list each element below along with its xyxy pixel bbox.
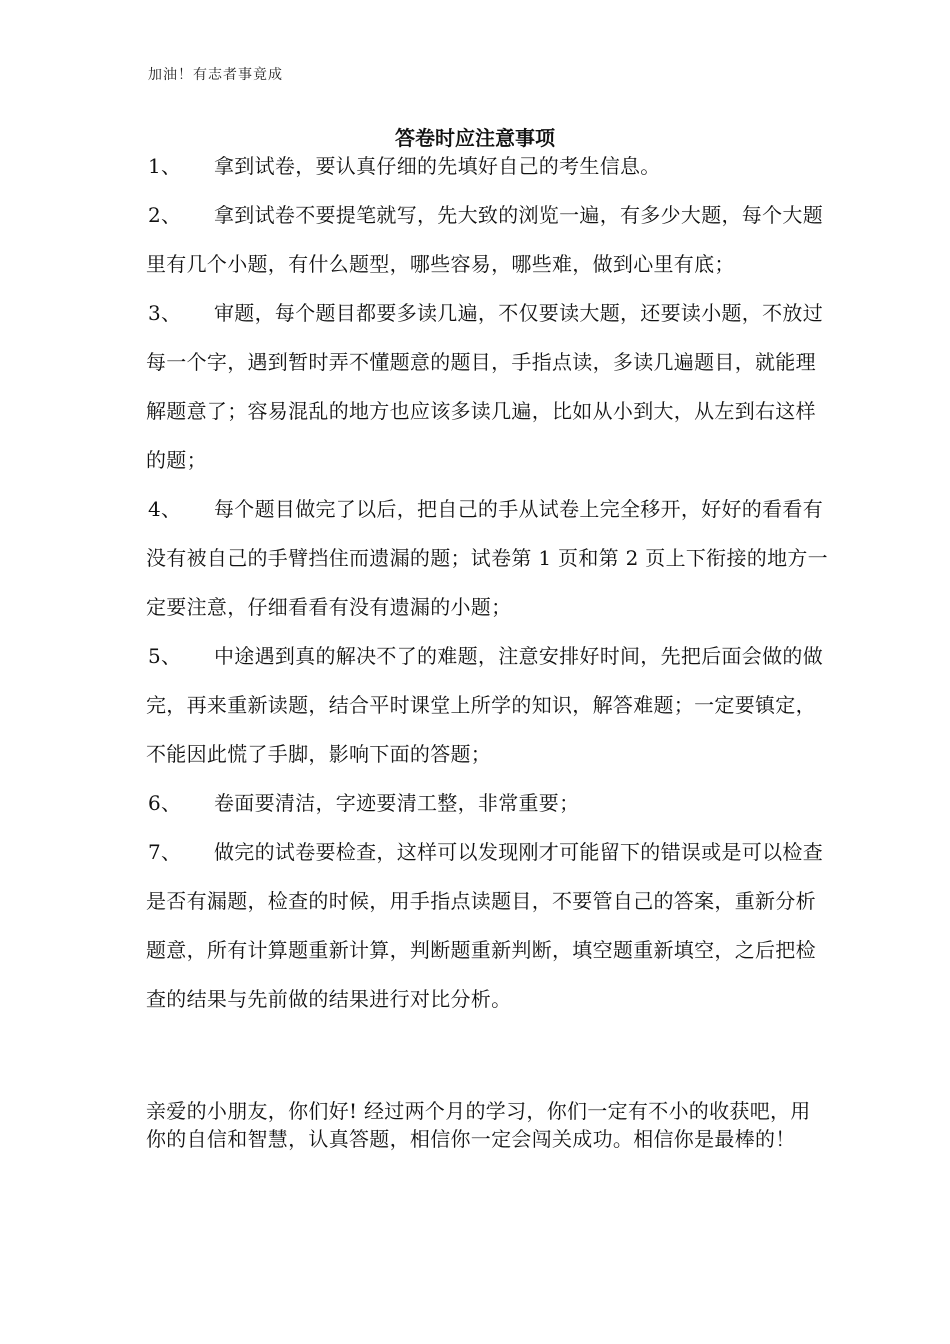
list-item [146, 485, 836, 632]
page-header: 加油！有志者事竟成 [148, 67, 283, 83]
notice-list [146, 142, 836, 1024]
list-item [146, 142, 836, 191]
list-item [146, 191, 836, 289]
item-text: 审题，每个题目都要多读几遍，不仅要读大题，还要读小题，不放过每一个字，遇到暂时弄不懂题意的题目，手指点读，多读几遍题目，就能理解题意了；容易混乱的地方也应该多读几遍，比如从小到大，从左到右这样的题； [146, 301, 823, 472]
item-number: 3、 [148, 301, 182, 325]
item-text: 拿到试卷，要认真仔细的先填好自己的考生信息。 [214, 154, 661, 178]
item-number: 7、 [148, 840, 182, 864]
item-text: 卷面要清洁，字迹要清工整，非常重要； [214, 791, 580, 815]
item-number: 2、 [148, 203, 182, 227]
list-item [146, 828, 836, 1024]
item-text: 拿到试卷不要提笔就写，先大致的浏览一遍，有多少大题，每个大题里有几个小题，有什么题型，哪些容易，哪些难，做到心里有底； [146, 203, 823, 276]
item-number: 1、 [148, 154, 182, 178]
item-text: 每个题目做完了以后，把自己的手从试卷上完全移开，好好的看看有没有被自己的手臂挡住而遗漏的题；试卷第 1 页和第 2 页上下衔接的地方一定要注意，仔细看看有没有遗漏的小题； [146, 497, 828, 619]
item-number: 5、 [148, 644, 182, 668]
item-text: 中途遇到真的解决不了的难题，注意安排好时间，先把后面会做的做完，再来重新读题，结合平时课堂上所学的知识，解答难题；一定要镇定，不能因此慌了手脚，影响下面的答题； [146, 644, 823, 766]
item-number: 6、 [148, 791, 182, 815]
closing-message: 亲爱的小朋友，你们好! 经过两个月的学习，你们一定有不小的收获吧，用你的自信和智慧，认真答题，相信你一定会闯关成功。相信你是最棒的！ [146, 1099, 811, 1151]
list-item [146, 632, 836, 779]
item-number: 4、 [148, 497, 182, 521]
list-item [146, 289, 836, 485]
page-title: 答卷时应注意事项 [395, 126, 555, 150]
item-text: 做完的试卷要检查，这样可以发现刚才可能留下的错误或是可以检查是否有漏题，检查的时候，用手指点读题目，不要管自己的答案，重新分析题意，所有计算题重新计算，判断题重新判断，填空题重新填空，之后把检查的结果与先前做的结果进行对比分析。 [146, 840, 823, 1011]
list-item [146, 779, 836, 828]
